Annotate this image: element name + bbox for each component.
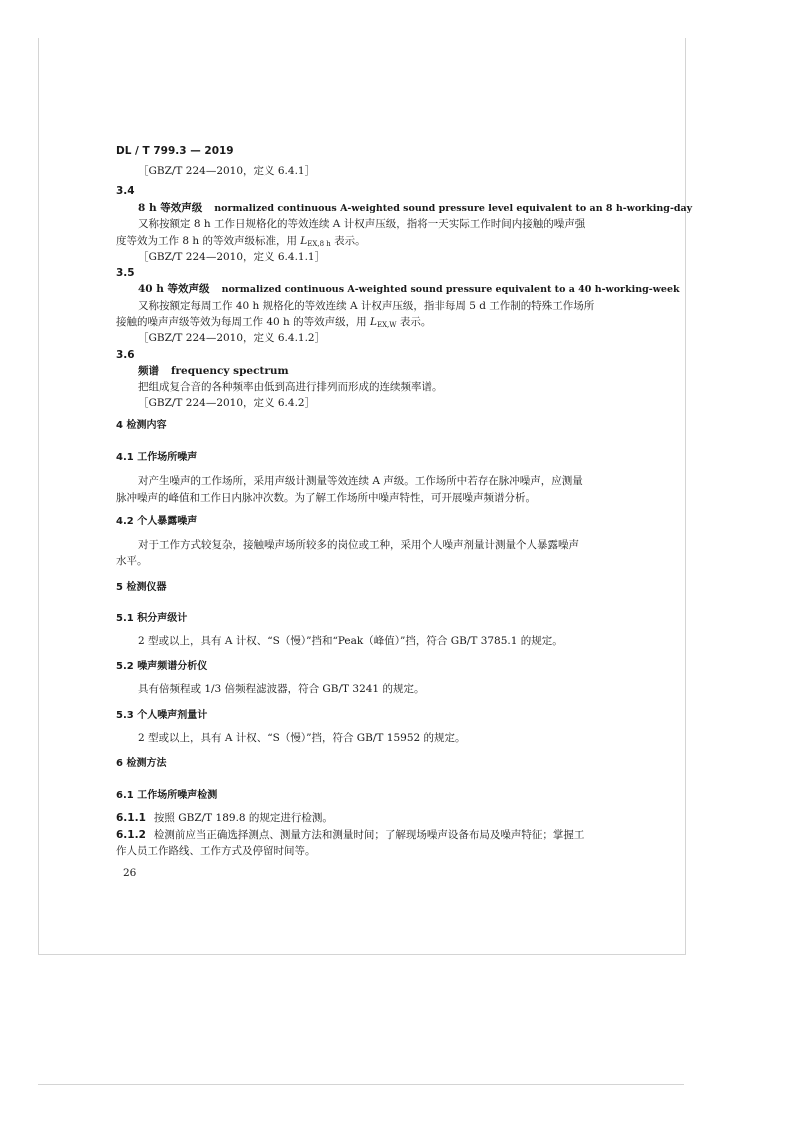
definition-line: 又称按额定每周工作 40 h 规格化的等效连续 A 计权声压级，指非每周 5 d 工作制的特殊工作场所	[138, 300, 595, 312]
term-english: normalized continuous A-weighted sound pressure equivalent to a 40 h-working-week	[221, 284, 680, 295]
term-title-3-4	[138, 201, 692, 216]
footer-rule	[38, 1084, 684, 1085]
clause-text: 按照 GBZ/T 189.8 的规定进行检测。	[153, 812, 333, 824]
standard-id-header: DL / T 799.3 — 2019	[116, 145, 234, 157]
definition-line: 又称按额定 8 h 工作日规格化的等效连续 A 计权声压级，指将一天实际工作时间内接触的噪声强	[138, 218, 586, 230]
term-english: frequency spectrum	[171, 365, 289, 377]
symbol-subscript: EX,W	[376, 321, 397, 329]
clause-number: 3.6	[116, 349, 135, 361]
paragraph-line: 对产生噪声的工作场所，采用声级计测量等效连续 A 声级。工作场所中若存在脉冲噪声，应测量	[138, 475, 583, 487]
clause-number: 3.5	[116, 267, 135, 279]
subsection-heading: 4.1 工作场所噪声	[116, 452, 198, 463]
paragraph-line: 对于工作方式较复杂，接触噪声场所较多的岗位或工种，采用个人噪声剂量计测量个人暴露噪声	[138, 539, 579, 551]
clause-number: 3.4	[116, 185, 135, 197]
definition-line: 度等效为工作 8 h 的等效声级标准，用 $L_{EX,8 h}$ 表示。	[116, 235, 366, 248]
page-number: 26	[123, 867, 137, 879]
clause-number: 6.1.2	[116, 829, 146, 841]
subsection-heading: 5.1 积分声级计	[116, 613, 188, 624]
paragraph-line: 作人员工作路线、工作方式及停留时间等。	[116, 845, 316, 857]
paragraph-line: 2 型或以上，具有 A 计权、“S（慢）”挡和“Peak（峰值）”挡，符合 GB/T 3785.1 的规定。	[138, 635, 563, 647]
subsection-heading: 5.2 噪声频谱分析仪	[116, 661, 208, 672]
clause-reference: ［GBZ/T 224—2010，定义 6.4.2］	[138, 397, 316, 409]
symbol-l: L	[300, 235, 308, 247]
section-heading: 4 检测内容	[116, 420, 167, 431]
paragraph-line: 水平。	[116, 555, 148, 567]
subsection-heading: 4.2 个人暴露噪声	[116, 516, 198, 527]
clause-reference: ［GBZ/T 224—2010，定义 6.4.1.1］	[138, 251, 326, 263]
subsection-heading: 6.1 工作场所噪声检测	[116, 790, 218, 801]
section-heading: 6 检测方法	[116, 758, 167, 769]
term-chinese: 频谱	[138, 365, 159, 377]
term-chinese: 8 h 等效声级	[138, 202, 203, 214]
paragraph-line: 脉冲噪声的峰值和工作日内脉冲次数。为了解工作场所中噪声特性，可开展噪声频谱分析。	[116, 492, 536, 504]
paragraph-line: 具有倍频程或 1/3 倍频程滤波器，符合 GB/T 3241 的规定。	[138, 683, 425, 695]
term-chinese: 40 h 等效声级	[138, 283, 210, 295]
clause-text: 检测前应当正确选择测点、测量方法和测量时间；了解现场噪声设备布局及噪声特征；掌握工	[153, 829, 585, 841]
clause-reference: ［GBZ/T 224—2010，定义 6.4.1.2］	[138, 332, 326, 344]
section-heading: 5 检测仪器	[116, 582, 167, 593]
term-english: normalized continuous A-weighted sound pressure level equivalent to an 8 h-working-day	[214, 203, 693, 214]
numbered-clause	[116, 828, 584, 842]
clause-reference: ［GBZ/T 224—2010，定义 6.4.1］	[138, 165, 316, 177]
symbol-l: L	[369, 316, 377, 328]
definition-line: 把组成复合音的各种频率由低到高进行排列而形成的连续频率谱。	[138, 381, 443, 393]
subsection-heading: 5.3 个人噪声剂量计	[116, 710, 208, 721]
term-title-3-6	[138, 364, 289, 378]
paragraph-line: 2 型或以上，具有 A 计权、“S（慢）”挡，符合 GB/T 15952 的规定。	[138, 732, 466, 744]
symbol-subscript: EX,8 h	[307, 240, 331, 248]
definition-line: 接触的噪声声级等效为每周工作 40 h 的等效声级，用 $L_{EX,W}$ 表示。	[116, 316, 432, 329]
numbered-clause	[116, 811, 333, 825]
term-title-3-5	[138, 282, 680, 297]
clause-number: 6.1.1	[116, 812, 146, 824]
